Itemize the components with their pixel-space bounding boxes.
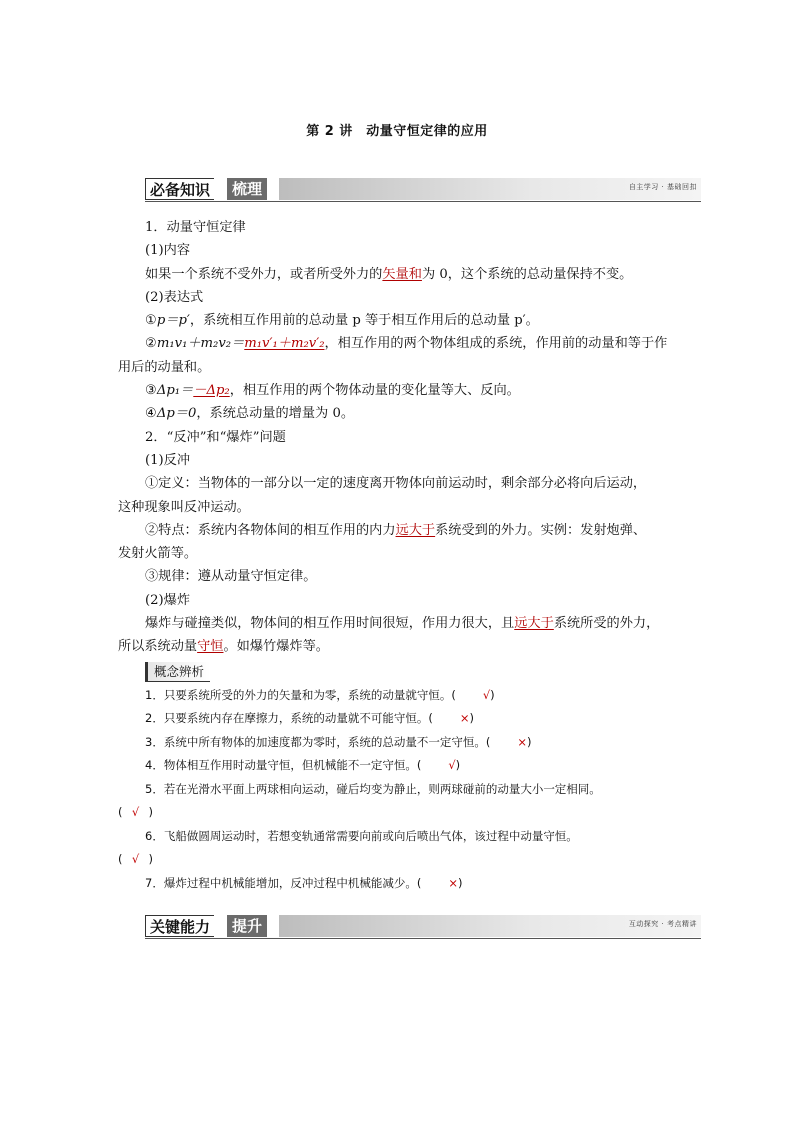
text: ③ <box>145 383 157 399</box>
answer-blank: 远大于 <box>514 616 554 632</box>
cross-mark: × <box>448 875 458 890</box>
text: ，相互作用的两个物体动量的变化量等大、反向。 <box>229 383 520 399</box>
answer-blank: －Δp₂ <box>193 383 230 399</box>
text: 系统所受的外力， <box>553 616 660 632</box>
formula: Δp＝0 <box>156 406 197 422</box>
question-text: 3．系统中所有物体的加速度都为零时，系统的总动量不一定守恒。( <box>145 734 491 749</box>
concept-questions <box>118 684 688 896</box>
paren: ) <box>457 875 463 890</box>
expression-2-continued: 用后的动量和。 <box>118 359 211 375</box>
text: 如果一个系统不受外力，或者所受外力的 <box>145 266 383 282</box>
content-paragraph <box>118 263 688 286</box>
paren: ) <box>526 734 532 749</box>
section-heading-1: 1．动量守恒定律 <box>145 220 246 235</box>
paren: ( <box>118 852 123 867</box>
paren: ) <box>469 711 474 726</box>
text: ，相互作用的两个物体组成的系统，作用前的动量和等于作 <box>324 336 668 352</box>
banner-tag: 自主学习 · 基础回扣 <box>628 183 697 191</box>
concept-item-answer <box>118 848 688 872</box>
answer-blank: 远大于 <box>395 522 436 538</box>
formula: m₁v₁＋m₂v₂＝ <box>156 336 245 352</box>
answer-blank: m₁v′₁＋m₂v′₂ <box>244 336 325 352</box>
check-mark: √ <box>131 805 140 820</box>
recoil-label: (1)反冲 <box>145 452 191 468</box>
concept-item: 6．飞船做圆周运动时，若想变轨通常需要向前或向后喷出气体，该过程中动量守恒。 <box>145 828 578 843</box>
banner-tag: 互动探究 · 考点精讲 <box>628 920 697 928</box>
concept-heading: 概念辨析 <box>145 662 210 682</box>
concept-item <box>118 684 688 708</box>
section-banner-ability <box>145 915 701 939</box>
recoil-rule: ③规律：遵从动量守恒定律。 <box>145 569 317 585</box>
expression-2 <box>118 332 688 355</box>
text: 为 0，这个系统的总动量保持不变。 <box>421 266 633 282</box>
question-text: 2．只要系统内存在摩擦力，系统的动量就不可能守恒。( <box>145 711 433 726</box>
answer-blank: 矢量和 <box>382 266 422 282</box>
check-mark: √ <box>131 852 140 867</box>
text: ④ <box>145 406 157 422</box>
paren: ) <box>455 758 461 773</box>
banner-left-label: 必备知识 <box>145 178 214 200</box>
text: ② <box>145 336 157 352</box>
section-heading-2: 2．“反冲”和“爆炸”问题 <box>145 429 286 445</box>
recoil-feature-continued: 发射火箭等。 <box>118 546 198 562</box>
cross-mark: × <box>517 734 527 749</box>
question-text: 7．爆炸过程中机械能增加，反冲过程中机械能减少。( <box>145 875 422 890</box>
concept-item <box>118 731 688 755</box>
concept-item <box>118 754 688 778</box>
paren: ( <box>118 805 123 820</box>
recoil-feature <box>118 519 688 542</box>
banner-left-label: 关键能力 <box>145 915 214 937</box>
expression-3 <box>118 379 688 402</box>
explosion-label: (2)爆炸 <box>145 592 191 608</box>
expression-1 <box>118 309 688 332</box>
formula: Δp₁＝ <box>156 383 194 399</box>
check-mark: √ <box>448 758 456 773</box>
question-text: 4．物体相互作用时动量守恒，但机械能不一定守恒。( <box>145 758 422 773</box>
text: 所以系统动量 <box>118 639 198 655</box>
text: ① <box>145 313 157 329</box>
explosion-paragraph-continued <box>118 635 688 658</box>
paren: ) <box>490 687 495 702</box>
text: 系统受到的外力。实例：发射炮弹、 <box>435 522 647 538</box>
recoil-definition: ①定义：当物体的一部分以一定的速度离开物体向前运动时，剩余部分必将向后运动， <box>145 476 647 492</box>
section-banner-knowledge <box>145 178 701 202</box>
explosion-paragraph <box>118 612 688 635</box>
text: ，系统总动量的增量为 0。 <box>196 406 355 422</box>
expression-label: (2)表达式 <box>145 289 204 305</box>
answer-blank: 守恒 <box>197 639 224 655</box>
text: ，系统相互作用前的总动量 p 等于相互作用后的总动量 p′。 <box>189 313 539 329</box>
concept-item <box>118 707 688 731</box>
concept-item: 5．若在光滑水平面上两球相向运动，碰后均变为静止，则两球碰前的动量大小一定相同。 <box>145 781 601 796</box>
concept-item-answer <box>118 801 688 825</box>
banner-right-label: 提升 <box>227 915 267 937</box>
paren: ) <box>148 852 153 867</box>
formula: p＝p′ <box>156 313 190 329</box>
content-label: (1)内容 <box>145 243 191 259</box>
check-mark: √ <box>482 687 491 702</box>
text: ②特点：系统内各物体间的相互作用的内力 <box>145 522 396 538</box>
recoil-definition-continued: 这种现象叫反冲运动。 <box>118 499 250 515</box>
main-content <box>118 216 688 895</box>
text: 爆炸与碰撞类似，物体间的相互作用时间很短，作用力很大，且 <box>145 616 515 632</box>
banner-underline <box>145 201 701 202</box>
paren: ) <box>148 805 153 820</box>
expression-4 <box>118 402 688 425</box>
cross-mark: × <box>459 711 470 726</box>
text: 。如爆竹爆炸等。 <box>223 639 329 655</box>
page-title: 第 2 讲 动量守恒定律的应用 <box>306 124 488 139</box>
concept-item <box>118 872 688 896</box>
question-text: 1．只要系统所受的外力的矢量和为零，系统的动量就守恒。( <box>145 687 456 702</box>
banner-underline <box>145 938 701 939</box>
banner-right-label: 梳理 <box>227 178 267 200</box>
